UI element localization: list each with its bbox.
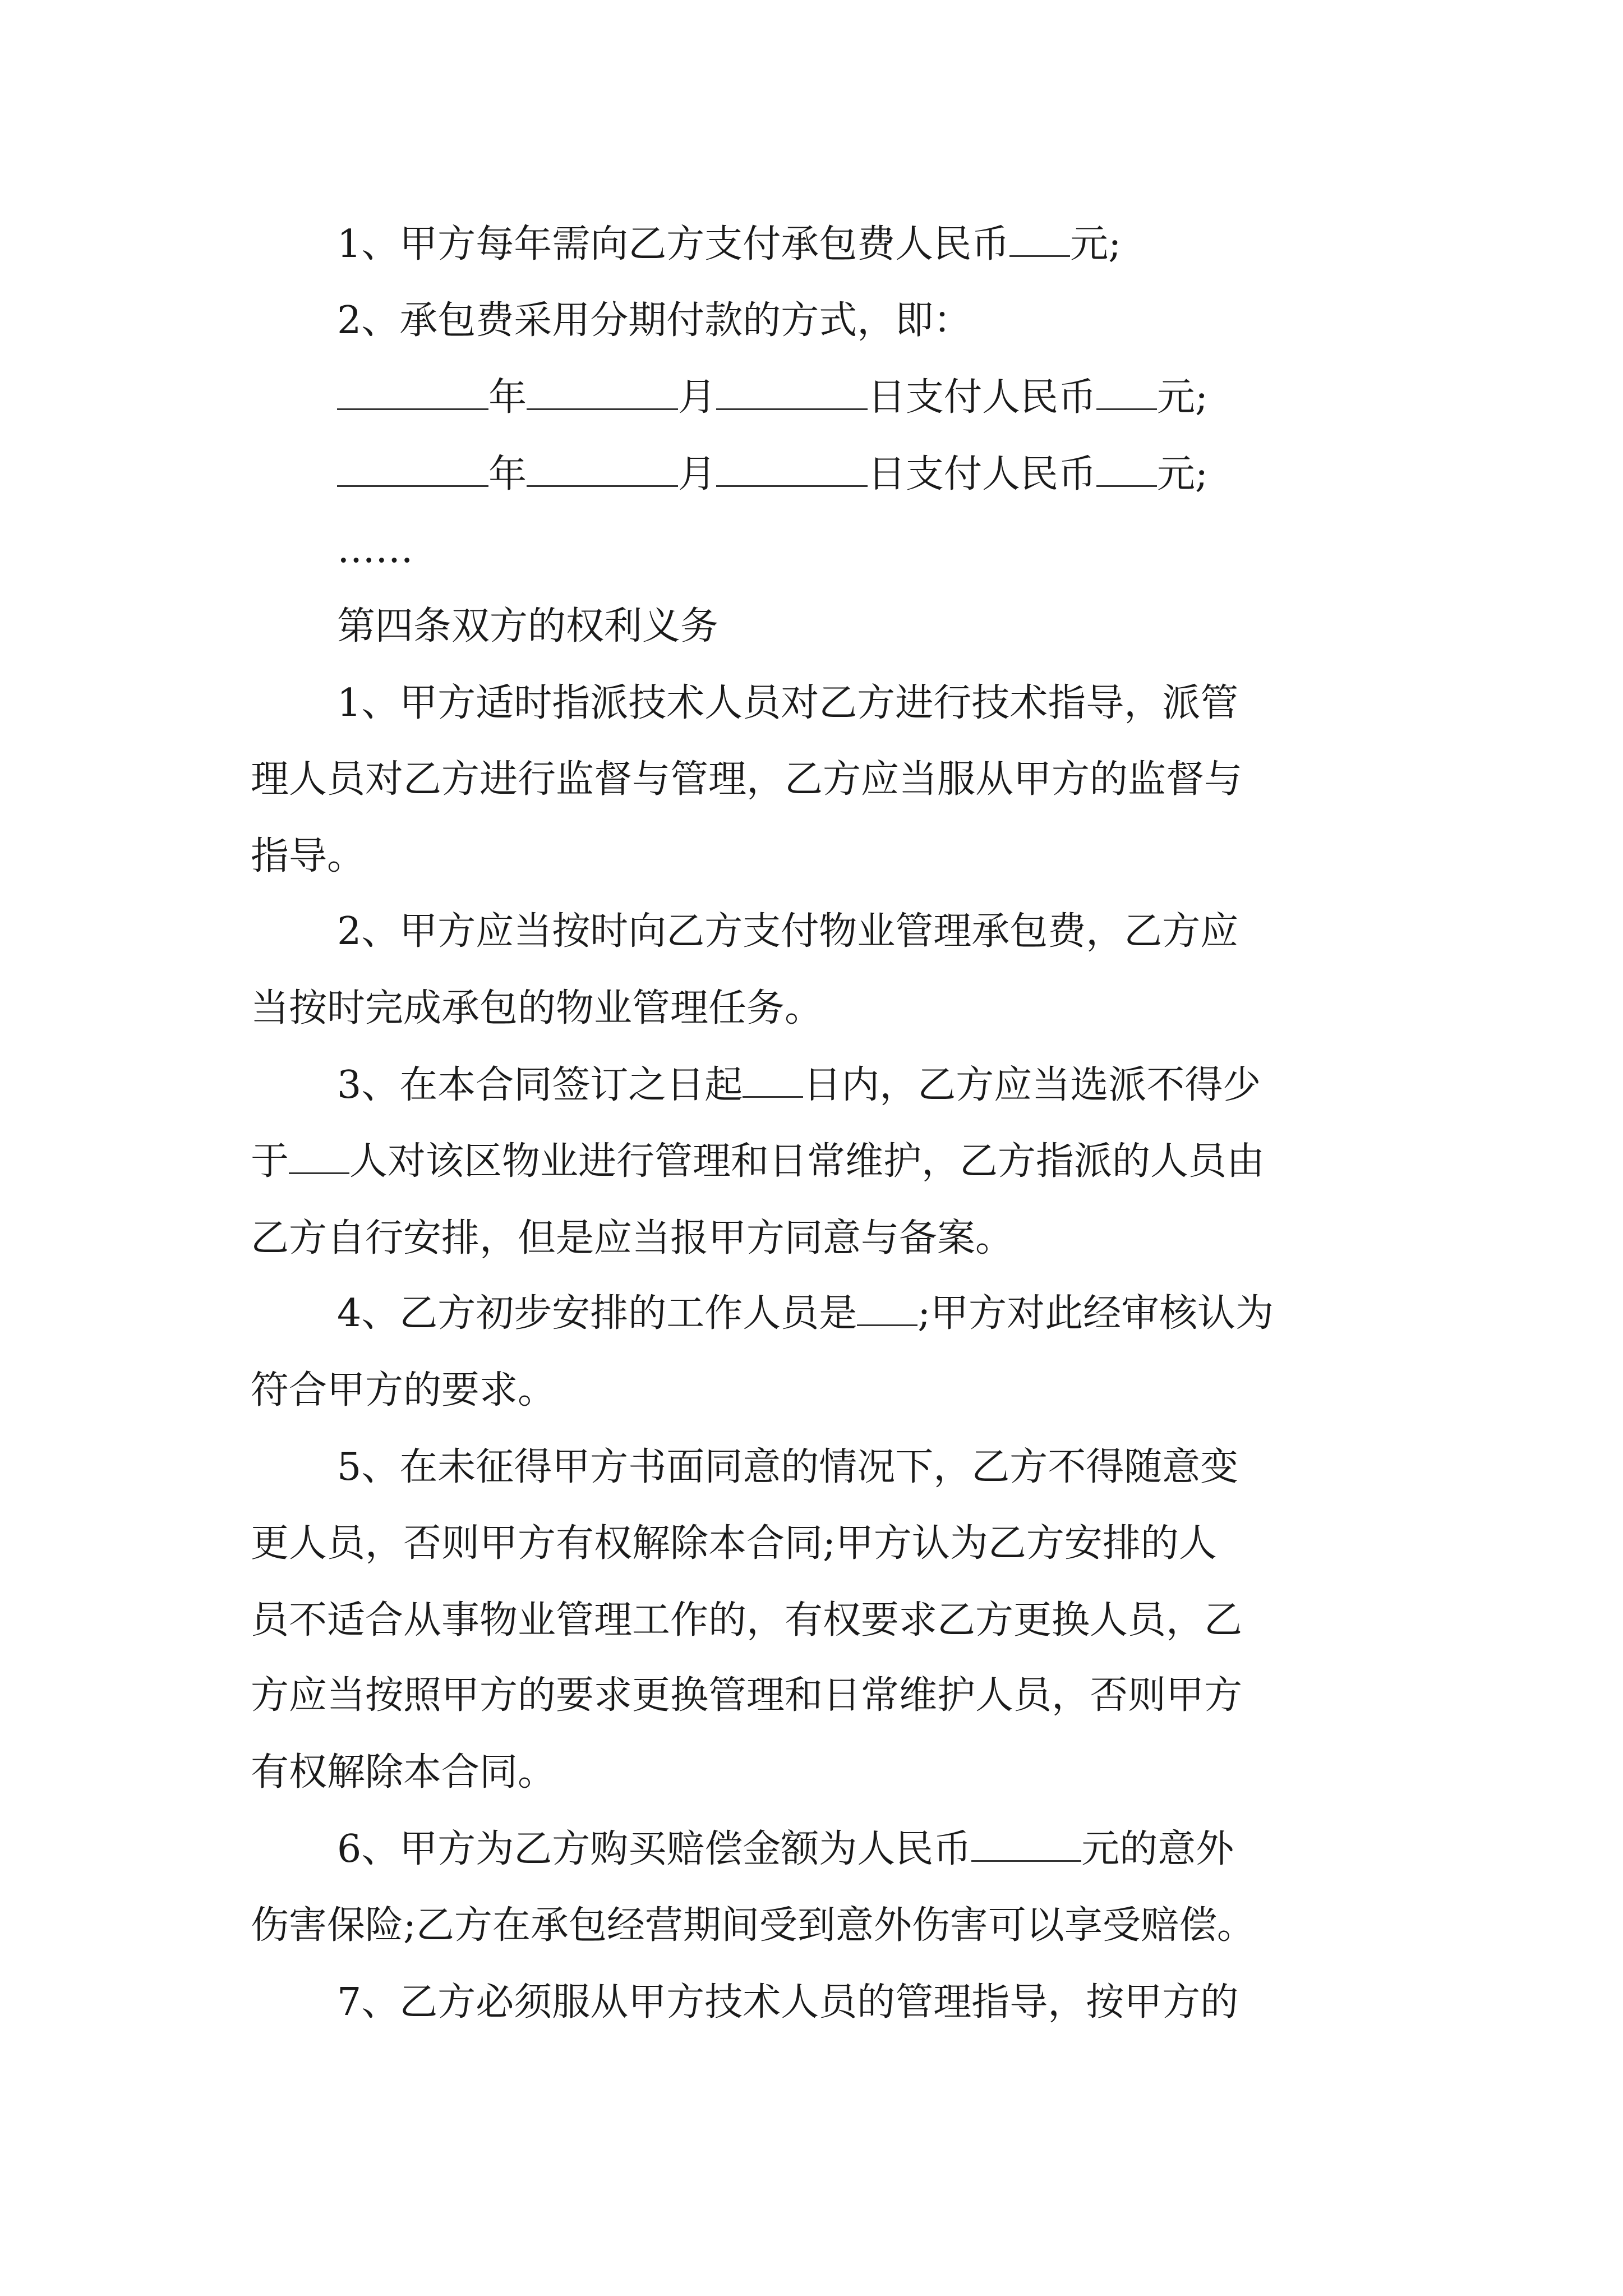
paragraph-line [0,1291,1623,1336]
installment-row [0,452,1623,497]
text: 日内，乙方应当选派不得少 [803,1063,1261,1107]
blank-field [716,454,868,487]
payment-item-2: 2、承包费采用分期付款的方式，即： [337,298,972,343]
paragraph-line: 乙方自行安排，但是应当报甲方同意与备案。 [251,1216,1014,1260]
installment-row [0,375,1623,420]
paragraph-line: 当按时完成承包的物业管理任务。 [251,986,823,1030]
text: 年 [488,452,527,496]
blank-field [1096,454,1157,487]
paragraph-line: 5、在未征得甲方书面同意的情况下，乙方不得随意变 [337,1445,1239,1489]
text: 3、在本合同签订之日起 [337,1063,743,1107]
text: 元; [1070,222,1122,266]
blank-field [1096,377,1157,410]
ellipsis: …… [337,527,413,572]
paragraph-line [0,1827,1623,1872]
text: 月 [678,375,717,420]
paragraph-line: 2、甲方应当按时向乙方支付物业管理承包费，乙方应 [337,909,1239,954]
text: 人对该区物业进行管理和日常维护，乙方指派的人员由 [349,1139,1265,1184]
paragraph-line: 指导。 [251,834,366,878]
text: 元; [1157,452,1208,496]
blank-field [743,1065,803,1098]
paragraph-line: 有权解除本合同。 [251,1750,556,1795]
text: 4、乙方初步安排的工作人员是 [337,1291,857,1336]
paragraph-line: 符合甲方的要求。 [251,1368,556,1412]
blank-field [527,454,678,487]
paragraph-line: 理人员对乙方进行监督与管理，乙方应当服从甲方的监督与 [251,757,1243,802]
text: 1、甲方每年需向乙方支付承包费人民币 [337,222,1010,266]
text: 日支付人民币 [868,375,1097,420]
paragraph-line: 更人员，否则甲方有权解除本合同;甲方认为乙方安排的人 [251,1521,1217,1566]
text: 年 [488,375,527,420]
paragraph-line: 伤害保险;乙方在承包经营期间受到意外伤害可以享受赔偿。 [251,1903,1255,1948]
paragraph-line: 员不适合从事物业管理工作的，有权要求乙方更换人员，乙 [251,1598,1243,1642]
paragraph-line: 7、乙方必须服从甲方技术人员的管理指导，按甲方的 [337,1980,1239,2024]
text: ;甲方对此经审核认为 [917,1291,1274,1336]
paragraph-line [0,1063,1623,1108]
text: 日支付人民币 [868,452,1097,496]
blank-field [337,377,488,410]
blank-field [1009,224,1070,257]
blank-field [527,377,678,410]
blank-field [971,1829,1081,1862]
paragraph-line: 1、甲方适时指派技术人员对乙方进行技术指导，派管 [337,681,1239,725]
blank-field [857,1293,917,1326]
paragraph-line [0,1139,1623,1184]
text: 元的意外 [1081,1827,1234,1871]
blank-field [289,1141,349,1174]
blank-field [716,377,868,410]
payment-item-1 [0,222,1623,267]
text: 元; [1157,375,1208,420]
paragraph-line: 方应当按照甲方的要求更换管理和日常维护人员，否则甲方 [251,1673,1243,1718]
blank-field [337,454,488,487]
text: 于 [251,1139,289,1184]
text: 月 [678,452,717,496]
text: 6、甲方为乙方购买赔偿金额为人民币 [337,1827,972,1871]
section-heading: 第四条双方的权利义务 [337,604,719,648]
